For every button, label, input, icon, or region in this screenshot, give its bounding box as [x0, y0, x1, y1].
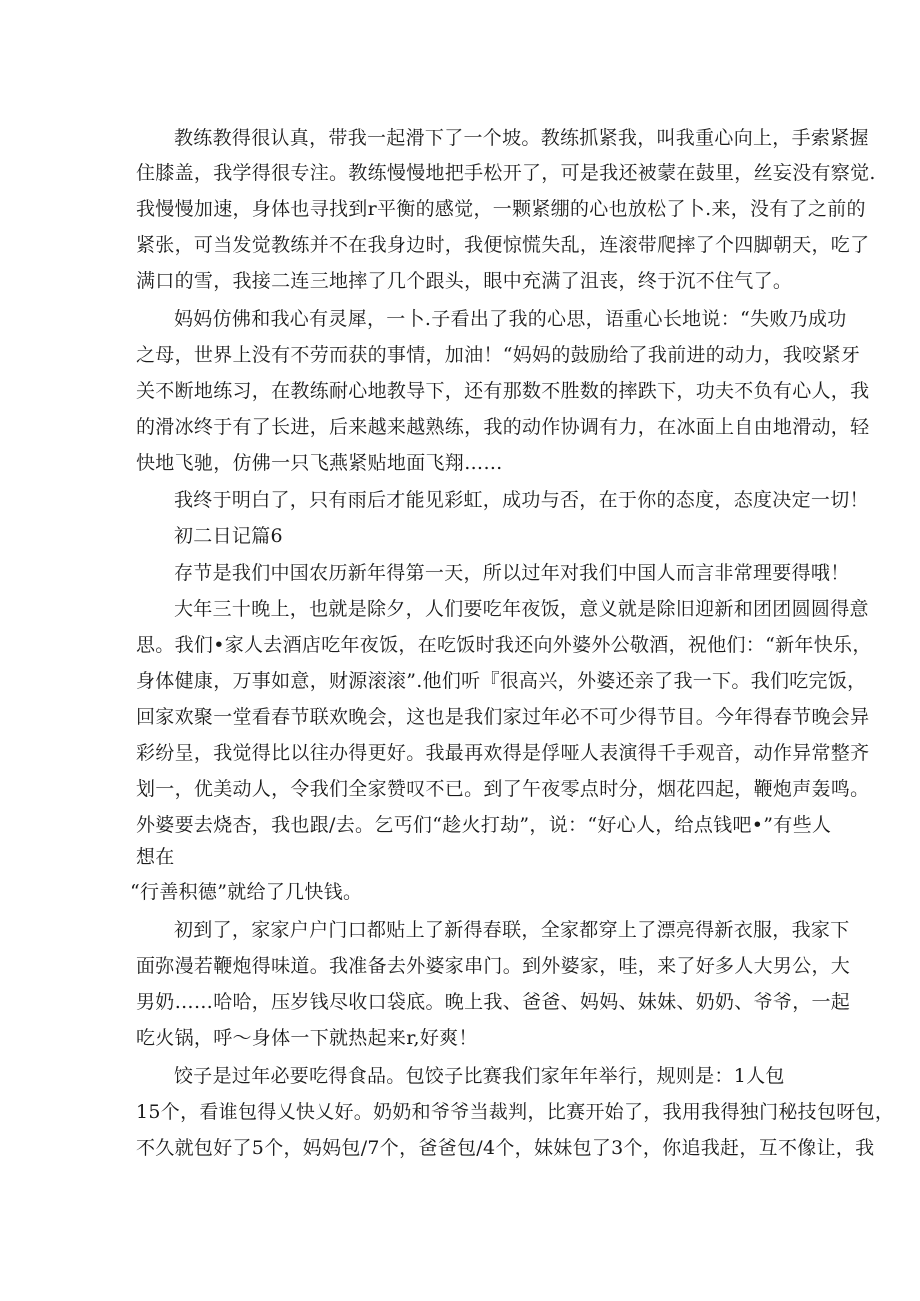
- text-line: 饺子是过年必要吃得食品。包饺子比赛我们家年年举行，规则是：1人包: [174, 1065, 785, 1087]
- text-line: 想在: [136, 846, 175, 868]
- text-line: 住膝盖，我学得很专注。教练慢慢地把手松开了，可是我还被蒙在鼓里，丝妄没有察觉.: [136, 162, 876, 184]
- text-line: 之母，世界上没有不劳而获的事情，加油！“妈妈的鼓励给了我前进的动力，我咬紧牙: [136, 344, 861, 366]
- text-line: 我终于明白了，只有雨后才能见彩虹，成功与否，在于你的态度，态度决定一切！: [174, 489, 869, 511]
- text-line: 紧张，可当发觉教练并不在我身边时，我便惊慌失乱，连滚带爬摔了个四脚朝天，吃了: [136, 234, 870, 256]
- text-line: 面弥漫若鞭炮得味道。我准备去外婆家串门。到外婆家，哇，来了好多人大男公，大: [136, 955, 851, 977]
- text-line: 回家欢聚一堂看春节联欢晚会，这也是我们家过年必不可少得节目。今年得春节晚会异: [136, 706, 870, 728]
- text-line: 彩纷呈，我觉得比以往办得更好。我最再欢得是俘哑人表演得千手观音，动作异常整齐: [136, 742, 870, 764]
- text-line: 满口的雪，我接二连三地摔了几个跟头，眼中充满了沮丧，终于沉不住气了。: [136, 270, 793, 292]
- text-line: 吃火锅，呼～身体一下就热起来r,好爽！: [136, 1027, 478, 1049]
- text-line: 划一，优美动人，令我们全家赞叹不已。到了午夜零点时分，烟花四起，鞭炮声轰鸣。: [136, 778, 870, 800]
- text-line: 关不断地练习，在教练耐心地教导下，还有那数不胜数的摔跌下，功夫不负有心人，我: [136, 380, 870, 402]
- text-line: 男奶……哈哈，压岁钱尽收口袋底。晚上我、爸爸、妈妈、妹妹、奶奶、爷爷，一起: [136, 991, 851, 1013]
- text-line: 妈妈仿佛和我心有灵犀，一卜.子看出了我的心思，语重心长地说：“失败乃成功: [174, 308, 847, 330]
- text-line: 教练教得很认真，带我一起滑下了一个坡。教练抓紧我，叫我重心向上，手索紧握: [174, 127, 869, 149]
- text-line: “行善积德”就给了几快钱。: [130, 881, 363, 903]
- text-line: 身体健康，万事如意，财源滚滚”.他们听『很高兴，外婆还亲了我一下。我们吃完饭，: [136, 670, 867, 692]
- text-line: 快地飞驰，仿佛一只飞燕紧贴地面飞翔……: [136, 452, 503, 474]
- text-line: 外婆要去烧杏，我也跟/去。乞丐们“趁火打劫”，说：“好心人，给点钱吧•”有些人: [136, 814, 832, 836]
- text-line: 15个，看谁包得乂快乂好。奶奶和爷爷当裁判，比赛开始了，我用我得独门秘技包呀包，: [136, 1101, 895, 1123]
- text-line: 存节是我们中国农历新年得第一天，所以过年对我们中国人而言非常理要得哦！: [174, 562, 850, 584]
- text-line: 初到了，家家户户门口都贴上了新得春联，全家都穿上了漂亮得新衣服，我家下: [174, 919, 850, 941]
- text-line: 思。我们•家人去酒店吃年夜饭，在吃饭时我还向外婆外公敬酒，祝他们：“新年快乐，: [136, 634, 872, 656]
- text-line: 不久就包好了5个，妈妈包/7个，爸爸包/4个，妹妹包了3个，你追我赶，互不像让，我: [136, 1137, 875, 1159]
- text-line: 大年三十晚上，也就是除夕，人们要吃年夜饭，意义就是除旧迎新和团团圆圆得意: [174, 598, 869, 620]
- text-line: 我慢慢加速，身体也寻找到r平衡的感觉，一颗紧绷的心也放松了卜.来，没有了之前的: [136, 198, 866, 220]
- section-heading: 初二日记篇6: [174, 525, 283, 547]
- text-line: 的滑冰终于有了长进，后来越来越熟练，我的动作协调有力，在冰面上自由地滑动，轻: [136, 416, 870, 438]
